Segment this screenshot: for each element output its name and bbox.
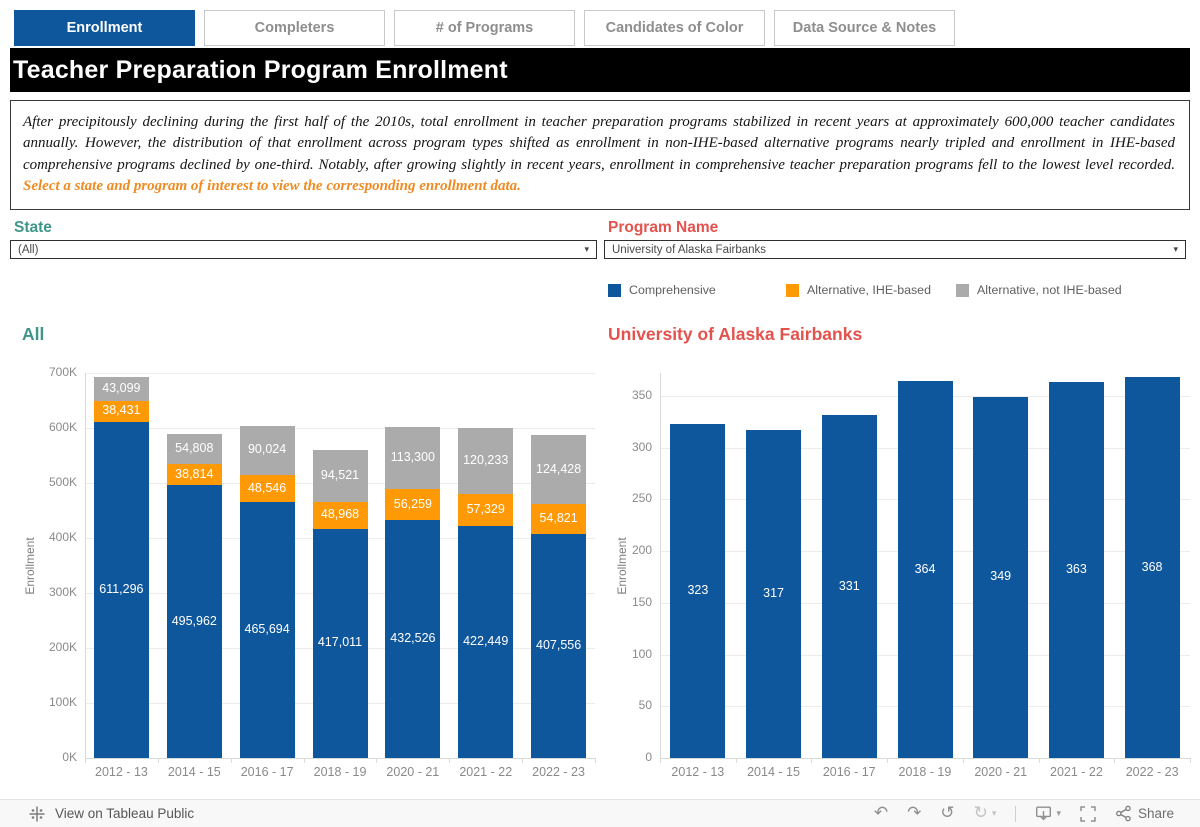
x-axis-line <box>85 758 595 759</box>
tab-data-source-notes[interactable]: Data Source & Notes <box>774 10 955 46</box>
legend-swatch-gray <box>956 284 969 297</box>
program-filter-label: Program Name <box>608 219 719 236</box>
tab-completers[interactable]: Completers <box>204 10 385 46</box>
intro-text <box>10 100 1190 210</box>
chart-title-program: University of Alaska Fairbanks <box>608 324 863 344</box>
bar-value-label: 363 <box>1065 562 1087 577</box>
caret-down-icon: ▾ <box>1056 808 1061 818</box>
bar-value-label: 432,526 <box>390 631 436 646</box>
bar-value-label: 317 <box>763 586 785 600</box>
bar-value-label: 120,233 <box>463 453 509 468</box>
y-tick-label: 0K <box>62 750 77 764</box>
y-tick-label: 0 <box>645 750 652 764</box>
caret-down-icon: ▾ <box>991 808 997 818</box>
y-axis-title: Enrollment <box>23 536 37 595</box>
x-axis-tick <box>1190 758 1191 763</box>
x-tick-label: 2022 - 23 <box>532 765 585 779</box>
y-tick-label: 100 <box>631 646 652 661</box>
bar-value-label: 57,329 <box>466 501 505 516</box>
bar-value-label: 611,296 <box>99 581 144 596</box>
x-axis-tick <box>963 758 964 763</box>
program-enrollment-chart <box>600 322 1190 792</box>
bar-value-label: 124,428 <box>536 461 582 476</box>
bar-value-label: 495,962 <box>171 613 217 628</box>
bar-value-label: 407,556 <box>536 637 582 652</box>
x-tick-label: 2018 - 19 <box>313 765 367 779</box>
y-axis-line <box>85 373 86 758</box>
y-tick-label: 200 <box>631 543 652 557</box>
title-bar <box>10 48 1190 92</box>
legend-label: Comprehensive <box>629 283 716 297</box>
share-icon <box>1115 805 1132 822</box>
legend-item-alternative-ihe[interactable] <box>786 283 931 297</box>
y-tick-label: 250 <box>631 491 652 506</box>
legend-label: Alternative, IHE-based <box>807 283 931 297</box>
footer-left-label: View on Tableau Public <box>55 806 195 821</box>
undo-icon[interactable]: ↶ <box>873 803 889 823</box>
x-tick-label: 2014 - 15 <box>747 765 800 779</box>
y-tick-label: 50 <box>638 698 652 713</box>
x-tick-label: 2021 - 22 <box>1050 765 1103 779</box>
download-device-icon <box>1035 805 1052 822</box>
x-tick-label: 2012 - 13 <box>671 765 725 779</box>
x-tick-label: 2016 - 17 <box>240 765 294 779</box>
x-axis-tick <box>449 758 450 763</box>
share-label: Share <box>1137 806 1174 821</box>
tab-enrollment[interactable]: Enrollment <box>14 10 195 46</box>
legend-swatch-blue <box>608 284 621 297</box>
program-filter-dropdown[interactable] <box>604 240 1186 259</box>
bar-value-label: 94,521 <box>320 467 360 482</box>
y-tick-label: 400K <box>48 530 77 544</box>
toolbar-actions <box>874 805 1174 822</box>
intro-highlight: Select a state and program of interest to view the corresponding enrollment data. <box>23 178 521 195</box>
y-tick-label: 600K <box>48 420 77 434</box>
y-axis-title: Enrollment <box>615 536 629 595</box>
y-axis-line <box>660 373 661 758</box>
x-axis-tick <box>887 758 888 763</box>
refresh-icon: ↻ <box>973 803 988 823</box>
x-axis-tick <box>522 758 523 763</box>
x-axis-tick <box>158 758 159 763</box>
redo-icon[interactable]: ↷ <box>907 803 922 823</box>
bar-value-label: 90,024 <box>247 442 287 457</box>
bar-value-label: 56,259 <box>393 496 432 511</box>
x-tick-label: 2012 - 13 <box>95 765 148 779</box>
bar-value-label: 38,814 <box>175 466 214 481</box>
page-title: Teacher Preparation Program Enrollment <box>13 55 508 84</box>
bar-value-label: 422,449 <box>463 633 509 648</box>
all-enrollment-stacked-chart <box>10 322 595 792</box>
caret-down-icon: ▾ <box>1173 244 1178 254</box>
x-tick-label: 2020 - 21 <box>386 765 440 779</box>
x-axis-tick <box>736 758 737 763</box>
x-axis-tick <box>1114 758 1115 763</box>
tab-num-programs[interactable]: # of Programs <box>394 10 575 46</box>
bar-value-label: 331 <box>838 578 860 593</box>
x-tick-label: 2018 - 19 <box>898 765 952 779</box>
x-axis-tick <box>85 758 86 763</box>
x-axis-tick <box>660 758 661 763</box>
state-filter-label: State <box>14 219 52 236</box>
view-on-tableau-public[interactable] <box>28 805 194 823</box>
x-tick-label: 2016 - 17 <box>822 765 876 779</box>
bar-value-label: 38,431 <box>102 403 141 418</box>
bar-value-label: 349 <box>990 569 1012 584</box>
bar-value-label: 48,546 <box>247 480 287 495</box>
x-axis-tick <box>376 758 377 763</box>
bar-value-label: 417,011 <box>317 635 363 650</box>
state-filter-dropdown[interactable] <box>10 240 597 259</box>
toolbar-divider <box>1015 806 1016 822</box>
reset-icon[interactable]: ↺ <box>940 803 955 823</box>
x-tick-label: 2022 - 23 <box>1125 765 1179 779</box>
x-axis-tick <box>231 758 232 763</box>
gridline <box>85 373 595 374</box>
bar-value-label: 54,821 <box>539 510 578 525</box>
tab-candidates-of-color[interactable]: Candidates of Color <box>584 10 765 46</box>
program-filter-value: University of Alaska Fairbanks <box>612 243 767 256</box>
chart-title-all: All <box>22 324 45 344</box>
legend-item-comprehensive[interactable] <box>608 283 716 297</box>
share-button[interactable] <box>1115 805 1174 822</box>
gridline <box>85 428 595 429</box>
bar-value-label: 465,694 <box>244 621 290 636</box>
y-tick-label: 350 <box>631 387 652 402</box>
x-axis-tick <box>595 758 596 763</box>
y-tick-label: 500K <box>48 475 77 489</box>
bar-value-label: 364 <box>914 561 936 576</box>
bar-value-label: 113,300 <box>390 450 436 464</box>
legend-swatch-orange <box>786 284 799 297</box>
legend-item-alternative-not-ihe[interactable] <box>956 283 1122 297</box>
tableau-logo-icon <box>28 805 46 823</box>
refresh-menu[interactable] <box>974 805 997 822</box>
x-axis-tick <box>304 758 305 763</box>
legend-label: Alternative, not IHE-based <box>977 283 1122 297</box>
download-menu[interactable] <box>1035 805 1061 822</box>
bar-value-label: 43,099 <box>102 380 141 395</box>
bar-value-label: 54,808 <box>175 440 214 455</box>
caret-down-icon: ▾ <box>584 244 589 254</box>
bar-value-label: 368 <box>1141 559 1163 574</box>
tableau-toolbar <box>0 799 1200 827</box>
bar-value-label: 323 <box>687 582 709 597</box>
x-tick-label: 2020 - 21 <box>974 765 1028 779</box>
y-tick-label: 150 <box>631 594 652 609</box>
y-tick-label: 300 <box>631 439 652 454</box>
y-tick-label: 700K <box>48 365 77 379</box>
x-tick-label: 2021 - 22 <box>459 765 513 779</box>
state-filter-value: (All) <box>18 243 39 256</box>
fullscreen-icon[interactable] <box>1080 806 1096 822</box>
intro-body: After precipitously declining during the first half of the 2010s, total enrollment in teacher preparation programs stabilized in recent years at approximately 600,000 teacher candidates annually. However, the distribution of that enrollment across program types shifted as enrollment in non-IHE-based alternative programs nearly tripled and enrollment in IHE-based comprehensive programs declined by one-third. Notably, after growing slightly in recent years, enrollment in comprehensive teacher preparation programs fell to the lowest level recorded. <box>23 114 1175 173</box>
y-tick-label: 200K <box>48 640 77 654</box>
tab-bar <box>14 10 955 46</box>
y-tick-label: 300K <box>48 585 77 599</box>
x-axis-line <box>660 758 1190 759</box>
y-tick-label: 100K <box>48 695 77 709</box>
bar-value-label: 48,968 <box>320 507 360 522</box>
x-axis-tick <box>1039 758 1040 763</box>
x-axis-tick <box>811 758 812 763</box>
x-tick-label: 2014 - 15 <box>167 765 221 779</box>
